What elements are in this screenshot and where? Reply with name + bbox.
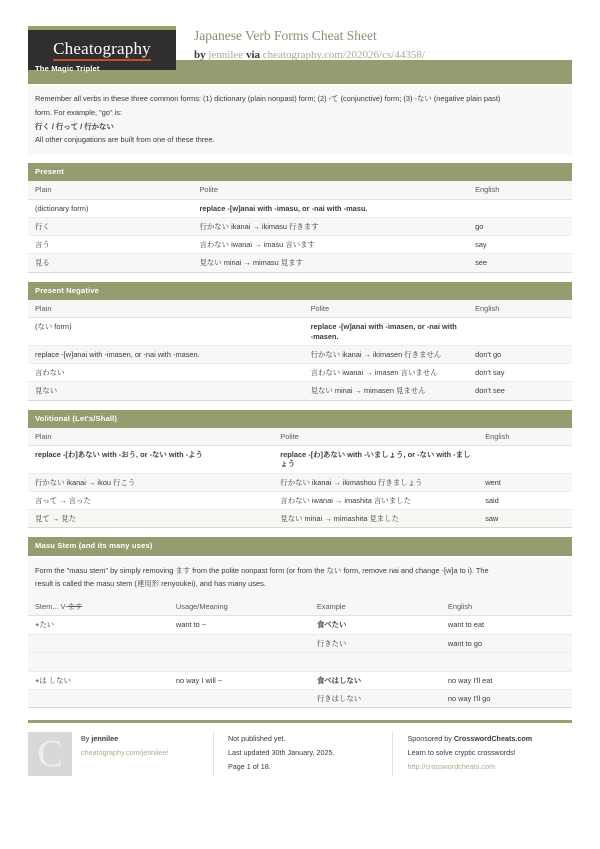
cell-english: no way I'll eat — [441, 671, 572, 689]
footer-last-updated: Last updated 30th January, 2025. — [227, 748, 335, 758]
footer-page-number: Page 1 of 18. — [227, 762, 271, 772]
table-header-row — [28, 181, 572, 199]
cell-stem — [28, 690, 169, 708]
table-row — [28, 364, 572, 382]
cell-stem — [28, 652, 169, 671]
column-header-usage: Usage/Meaning — [169, 598, 310, 616]
cell-plain: (dictionary form) — [28, 199, 192, 217]
section-magic-triplet — [28, 60, 572, 154]
column-header-polite: Polite — [273, 428, 478, 446]
cell-polite: replace -[わ]あない with -いましょう, or -ない with -ましょう — [273, 446, 478, 474]
table-row — [28, 446, 572, 474]
cell-plain: 言って → 言った — [28, 491, 273, 509]
column-header-stem-strike: ます — [67, 602, 83, 612]
cell-polite: replace -[w]anai with -imasu, or -nai with -masu. — [192, 199, 468, 217]
author-link[interactable]: jennilee — [208, 48, 244, 61]
footer-by-line — [81, 732, 168, 746]
cell-english: saw — [478, 510, 572, 528]
cell-example: 行きたい — [310, 634, 441, 652]
cell-usage: want to ~ — [169, 616, 310, 634]
footer-sponsor-tagline: Learn to solve cryptic crosswords! — [407, 748, 516, 758]
table-header-row — [28, 598, 572, 616]
table-row — [28, 491, 572, 509]
cell-stem: +は しない — [28, 671, 169, 689]
section-heading-magic-triplet: The Magic Triplet — [28, 60, 572, 84]
via-label: via — [245, 48, 261, 61]
cell-plain: replace -[w]anai with -imasen, or -nai with -masen. — [28, 345, 304, 363]
cell-english: want to eat — [441, 616, 572, 634]
cell-plain: 見て → 見た — [28, 510, 273, 528]
cell-english — [478, 446, 572, 474]
cell-usage — [169, 690, 310, 708]
cell-example: 食べはしない — [310, 671, 441, 689]
cell-polite: replace -[w]anai with -imasen, or -nai with -masen. — [304, 318, 468, 346]
header-titles — [176, 26, 425, 62]
table-row — [28, 510, 572, 528]
cell-english — [441, 652, 572, 671]
table-row — [28, 473, 572, 491]
column-header-english: English — [468, 181, 572, 199]
cell-example: 行きはしない — [310, 690, 441, 708]
section-masu-stem — [28, 537, 572, 708]
table-header-row — [28, 300, 572, 318]
cell-english: say — [468, 236, 572, 254]
column-header-english: English — [478, 428, 572, 446]
cell-polite: 言わない iwanai → imashita 言いました — [273, 491, 478, 509]
cell-english: no way I'll go — [441, 690, 572, 708]
table-row-spacer — [28, 652, 572, 671]
cell-polite: 言わない iwanai → imasu 言います — [192, 236, 468, 254]
cell-plain: 行かない ikanai → ikou 行こう — [28, 473, 273, 491]
table-row — [28, 236, 572, 254]
section-heading-present-negative: Present Negative — [28, 282, 572, 300]
footer-sponsor-column — [392, 732, 572, 776]
cell-english: don't see — [468, 382, 572, 400]
cell-polite: 見ない minai → mimasen 見ません — [304, 382, 468, 400]
cell-usage — [169, 634, 310, 652]
table-row — [28, 616, 572, 634]
cheatography-c-icon: C — [28, 732, 72, 776]
cell-polite: 言わない iwanai → imasen 言いません — [304, 364, 468, 382]
footer-author-column — [28, 732, 213, 776]
cell-english: went — [478, 473, 572, 491]
cell-plain: 見ない — [28, 382, 304, 400]
footer-publish-column — [213, 732, 393, 776]
page-title: Japanese Verb Forms Cheat Sheet — [194, 28, 377, 43]
cell-english — [468, 318, 572, 346]
magic-triplet-line-2: form. For example, "go" is: — [35, 108, 122, 118]
sheet-url-link[interactable]: cheatography.com/202026/cs/44358/ — [262, 48, 425, 61]
table-row — [28, 199, 572, 217]
masu-stem-body — [28, 556, 572, 598]
cell-polite: 見ない minai → mimasu 見ます — [192, 254, 468, 272]
volitional-table — [28, 428, 572, 529]
cell-polite: 行かない ikanai → ikimasen 行きません — [304, 345, 468, 363]
cell-plain: replace -[わ]あない with -おう, or -ない with -よう — [28, 446, 273, 474]
present-negative-table — [28, 300, 572, 401]
column-header-polite: Polite — [192, 181, 468, 199]
footer-by-label: By — [81, 734, 92, 744]
cell-english: said — [478, 491, 572, 509]
column-header-english: English — [441, 598, 572, 616]
column-header-plain: Plain — [28, 300, 304, 318]
cell-plain: 言わない — [28, 364, 304, 382]
cell-usage — [169, 652, 310, 671]
footer-author-meta — [72, 732, 168, 776]
table-row — [28, 254, 572, 272]
section-heading-present: Present — [28, 163, 572, 181]
column-header-example: Example — [310, 598, 441, 616]
column-header-stem — [28, 598, 169, 616]
column-header-plain: Plain — [28, 428, 273, 446]
cell-english: don't go — [468, 345, 572, 363]
section-heading-volitional: Volitional (Let's/Shall) — [28, 410, 572, 428]
footer-author-name: jennilee — [91, 734, 119, 744]
footer-publish-status: Not published yet. — [227, 734, 286, 744]
cell-english: want to go — [441, 634, 572, 652]
cell-plain: 見る — [28, 254, 192, 272]
footer-sponsor-url[interactable]: http://crosswordcheats.com — [407, 762, 495, 772]
cell-plain: (ない form) — [28, 318, 304, 346]
table-row — [28, 345, 572, 363]
masu-stem-table — [28, 598, 572, 708]
page-header — [28, 0, 572, 60]
cell-plain: 行く — [28, 217, 192, 235]
cell-example: 食べたい — [310, 616, 441, 634]
cell-stem — [28, 634, 169, 652]
byline — [194, 48, 425, 62]
column-header-polite: Polite — [304, 300, 468, 318]
table-row — [28, 318, 572, 346]
cell-english: see — [468, 254, 572, 272]
present-table — [28, 181, 572, 272]
table-header-row — [28, 428, 572, 446]
magic-triplet-line-1: Remember all verbs in these three common forms: (1) dictionary (plain nonpast) form; (2) -て (conjunctive) form; (3) -ない (negative plain past) — [35, 94, 501, 104]
table-row — [28, 690, 572, 708]
section-present-negative — [28, 282, 572, 401]
cell-usage: no way I will ~ — [169, 671, 310, 689]
cell-english: don't say — [468, 364, 572, 382]
masu-stem-line-1: Form the "masu stem" by simply removing ます from the polite nonpast form (or from the ない form, remove nai and change -[w]a to i). The — [35, 565, 489, 575]
magic-triplet-line-4: All other conjugations are built from one of these three. — [35, 135, 215, 145]
table-row — [28, 671, 572, 689]
cheatography-logo-text: Cheatography — [53, 39, 151, 62]
table-row — [28, 634, 572, 652]
magic-triplet-line-3: 行く / 行って / 行かない — [35, 121, 114, 131]
cell-english — [468, 199, 572, 217]
by-label: by — [194, 48, 206, 61]
cell-polite: 見ない minai → mimashita 見ました — [273, 510, 478, 528]
section-volitional — [28, 410, 572, 529]
footer-sponsor-line — [407, 732, 572, 746]
footer-sponsor-prefix: Sponsored by — [407, 734, 454, 744]
footer-author-url[interactable]: cheatography.com/jennilee/ — [81, 748, 169, 758]
masu-stem-line-2: result is called the masu stem (連用形 renyoukei), and has many uses. — [35, 579, 266, 589]
magic-triplet-body — [28, 84, 572, 154]
table-row — [28, 217, 572, 235]
table-row — [28, 382, 572, 400]
cell-polite: 行かない ikanai → ikimashou 行きましょう — [273, 473, 478, 491]
column-header-plain: Plain — [28, 181, 192, 199]
column-header-english: English — [468, 300, 572, 318]
cell-english: go — [468, 217, 572, 235]
section-heading-masu-stem: Masu Stem (and its many uses) — [28, 537, 572, 555]
cell-example — [310, 652, 441, 671]
cell-polite: 行かない ikanai → ikimasu 行きます — [192, 217, 468, 235]
cell-plain: 言う — [28, 236, 192, 254]
column-header-stem-prefix: Stem... V- — [35, 602, 68, 612]
page-footer — [28, 723, 572, 776]
cell-stem: +たい — [28, 616, 169, 634]
section-present — [28, 163, 572, 273]
footer-sponsor-name[interactable]: CrosswordCheats.com — [453, 734, 533, 744]
